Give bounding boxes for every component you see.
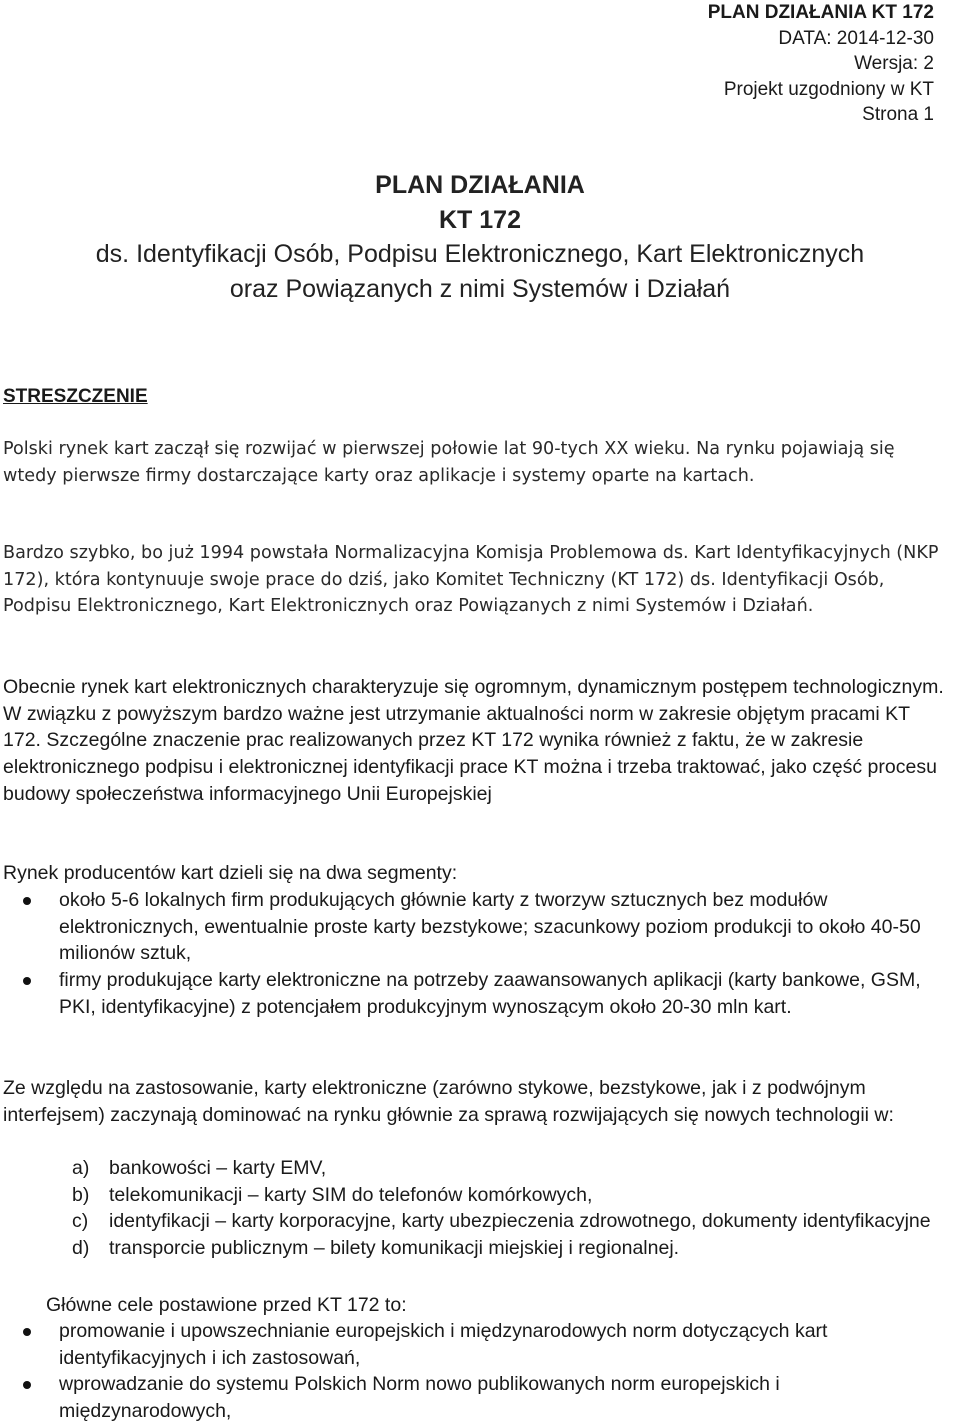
list-item-text: telekomunikacji – karty SIM do telefonów komórkowych, xyxy=(109,1183,593,1206)
title-line-2: KT 172 xyxy=(439,205,521,234)
list-item xyxy=(3,887,953,967)
header-page-number: Strona 1 xyxy=(862,104,934,125)
list-item xyxy=(3,1182,953,1209)
list-item-text: identyfikacji – karty korporacyjne, karty ubezpieczenia zdrowotnego, dokumenty identyfikacyjne xyxy=(109,1210,931,1233)
list-marker: b) xyxy=(72,1183,90,1206)
list-item-text: transporcie publicznym – bilety komunikacji miejskiej i regionalnej. xyxy=(109,1237,680,1260)
list-item-text: około 5-6 lokalnych firm produkujących głównie karty z tworzyw sztucznych bez modułów elektronicznych, ewentualnie proste karty bezstykowe; szacunkowy poziom produkcji to około 40-50 milionów sztuk, xyxy=(59,889,921,965)
document-title xyxy=(0,168,960,306)
goals-intro: Główne cele postawione przed KT 172 to: xyxy=(46,1294,407,1316)
goals-list xyxy=(3,1318,953,1425)
list-item-text: bankowości – karty EMV, xyxy=(109,1157,327,1179)
header-date: DATA: 2014-12-30 xyxy=(778,27,934,49)
list-marker: c) xyxy=(72,1210,89,1233)
list-item xyxy=(3,1235,953,1262)
title-line-4: oraz Powiązanych z nimi Systemów i Działań xyxy=(229,274,731,303)
list-marker: d) xyxy=(72,1237,90,1260)
header-status: Projekt uzgodniony w KT xyxy=(723,78,934,100)
title-line-3: ds. Identyfikacji Osób, Podpisu Elektronicznego, Kart Elektronicznych xyxy=(95,240,865,268)
bullet-icon xyxy=(23,1381,31,1389)
bullet-icon xyxy=(23,897,31,905)
bullet-icon xyxy=(23,977,31,985)
list-item-text: promowanie i upowszechnianie europejskich i międzynarodowych norm dotyczących kart identyfikacyjnych i ich zastosowań, xyxy=(59,1320,828,1369)
list-item-text: wprowadzanie do systemu Polskich Norm nowo publikowanych norm europejskich i międzynarodowych, xyxy=(59,1373,780,1423)
list-marker: a) xyxy=(72,1157,90,1179)
page-header xyxy=(708,0,934,128)
header-version: Wersja: 2 xyxy=(854,53,934,74)
summary-paragraph-3: Obecnie rynek kart elektronicznych charakteryzuje się ogromnym, dynamicznym postępem technologicznym. W związku z powyższym bardzo ważne jest utrzymanie aktualności norm w zakresie objętym pracami KT 172. Szczególne znaczenie prac realizowanych przez KT 172 wynika również z faktu, że w zakresie elektronicznego podpisu i elektronicznej identyfikacji prace KT można i trzeba traktować, jako część procesu budowy społeczeństwa informacyjnego Unii Europejskiej xyxy=(3,676,944,805)
list-item xyxy=(3,1208,953,1235)
summary-paragraph-1: Polski rynek kart zaczął się rozwijać w pierwszej połowie lat 90-tych XX wieku. Na rynku pojawiają się wtedy pierwsze firmy dostarczające karty oraz aplikacje i systemy oparte na kartach. xyxy=(3,439,895,486)
segments-list xyxy=(3,887,953,1021)
bullet-icon xyxy=(23,1328,31,1336)
summary-heading: STRESZCZENIE xyxy=(3,386,148,407)
list-item xyxy=(3,1155,953,1182)
list-item xyxy=(3,1318,953,1371)
usage-paragraph: Ze względu na zastosowanie, karty elektroniczne (zarówno stykowe, bezstykowe, jak i z podwójnym interfejsem) zaczynają dominować na rynku głównie za sprawą rozwijających się nowych technologii w: xyxy=(3,1077,894,1126)
title-line-1: PLAN DZIAŁANIA xyxy=(375,171,585,199)
summary-paragraph-2: Bardzo szybko, bo już 1994 powstała Normalizacyjna Komisja Problemowa ds. Kart Identyfikacyjnych (NKP 172), która kontynuuje swoje prace do dziś, jako Komitet Techniczny (KT 172) ds. Identyfikacji Osób, Podpisu Elektronicznego, Kart Elektronicznych oraz Powiązanych z nimi Systemów i Działań. xyxy=(3,543,939,617)
header-title: PLAN DZIAŁANIA KT 172 xyxy=(707,2,934,23)
list-item-text: firmy produkujące karty elektroniczne na potrzeby zaawansowanych aplikacji (karty bankowe, GSM, PKI, identyfikacyjne) z potencjałem produkcyjnym wynoszącym około 20-30 mln kart. xyxy=(59,969,921,1018)
technology-areas-list xyxy=(3,1155,953,1262)
segments-intro: Rynek producentów kart dzieli się na dwa segmenty: xyxy=(3,862,458,884)
list-item xyxy=(3,967,953,1020)
list-item xyxy=(3,1371,953,1424)
